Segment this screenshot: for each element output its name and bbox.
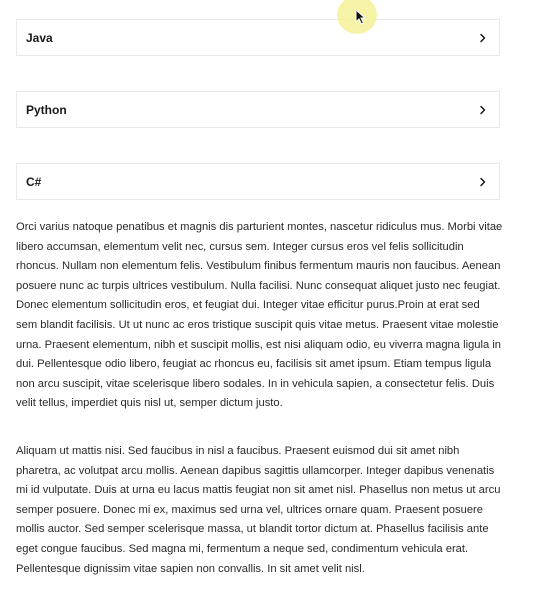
chevron-right-icon — [478, 105, 488, 115]
body-paragraph: Orci varius natoque penatibus et magnis dis parturient montes, nascetur ridiculus mus. Morbi vitae libero accumsan, elementum velit nec, cursus sem. Integer cursus eros vel felis sollicitudin rhoncus. Nullam non elementum felis. Vestibulum finibus fermentum mauris non faucibus. Aenean posuere nunc ac turpis ultrices vestibulum. Nulla facilisi. Nunc consequat aliquet justo nec feugiat. Donec elementum sollicitudin eros, et feugiat dui. Integer vitae efficitur purus.Proin at erat sed sem blandit facilisis. Ut ut nunc ac eros tristique suscipit quis vitae metus. Praesent vitae molestie urna. Praesent elementum, nibh et suscipit mollis, est nisi aliquam odio, eu viverra magna ligula in dui. Pellentesque odio libero, feugiat ac rhoncus eu, facilisis sit amet ipsum. Etiam tempus ligula non arcu suscipit, vitae scelerisque libero sodales. In in vehicula sapien, a consectetur felis. Duis velit tellus, imperdiet quis nisl ut, semper dictum justo. — [16, 221, 503, 410]
mouse-cursor-icon — [355, 9, 367, 25]
accordion-item-label: Python — [26, 103, 67, 117]
chevron-right-icon — [478, 177, 488, 187]
accordion-item-csharp[interactable] — [16, 163, 500, 200]
body-paragraph: Aliquam ut mattis nisi. Sed faucibus in nisl a faucibus. Praesent euismod dui sit amet nibh pharetra, ac volutpat arcu mollis. Aenean dapibus sagittis ullamcorper. Integer dapibus venenatis mi id vulputate. Duis at urna eu lacus mattis feugiat non sit amet nisl. Phasellus non metus ut arcu semper posuere. Donec mi ex, maximus sed urna vel, ultrices ornare quam. Praesent posuere mollis auctor. Sed semper scelerisque massa, ut blandit tortor dictum at. Phasellus facilisis ante eget congue faucibus. Sed magna mi, fermentum a neque sed, condimentum vehicula erat. Pellentesque dignissim vitae sapien non convallis. In sit amet velit nisl. — [16, 445, 501, 575]
accordion-item-label: Java — [26, 31, 53, 45]
accordion-item-label: C# — [26, 175, 42, 189]
accordion-item-java[interactable] — [16, 19, 500, 56]
chevron-right-icon — [478, 33, 488, 43]
accordion-item-python[interactable] — [16, 91, 500, 128]
